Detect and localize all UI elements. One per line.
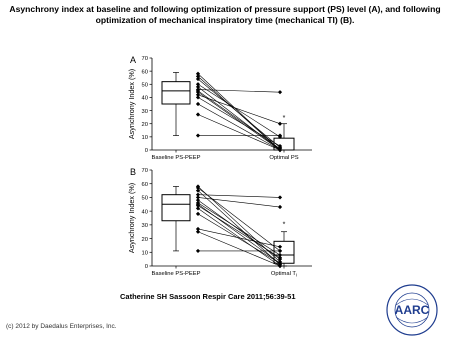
paired-line (198, 214, 280, 263)
optimal-point (278, 195, 282, 199)
optimal-point (278, 245, 282, 249)
paired-line (198, 87, 280, 150)
y-tick-label: 20 (141, 236, 148, 243)
box (274, 241, 294, 263)
y-tick-label: 70 (141, 56, 148, 63)
panel-label: A (130, 55, 137, 65)
baseline-point (196, 102, 200, 106)
y-tick-label: 40 (141, 95, 148, 102)
paired-line (198, 92, 280, 150)
x-tick-label: Baseline PS-PEEP (151, 271, 201, 277)
baseline-point (196, 212, 200, 216)
y-tick-label: 0 (144, 148, 148, 155)
box (162, 195, 190, 221)
paired-line (198, 203, 280, 255)
citation: Catherine SH Sassoon Respir Care 2011;56:39-51 (120, 292, 296, 301)
y-tick-label: 30 (141, 108, 148, 115)
significance-asterisk: * (282, 115, 286, 123)
chart-panel-b (118, 166, 338, 280)
chart-panel-a (118, 54, 338, 164)
x-tick-label: Optimal PS (269, 155, 299, 161)
y-tick-label: 70 (141, 168, 148, 175)
x-tick-label: Baseline PS-PEEP (151, 155, 201, 161)
panel-label: B (130, 167, 137, 177)
paired-line (198, 95, 280, 124)
figure-title: Asynchrony index at baseline and following optimization of pressure support (PS) level (A), and following optimization of mechanical inspiratory time (mechanical TI) (B). (9, 4, 441, 25)
y-tick-label: 20 (141, 121, 148, 128)
baseline-point (196, 95, 200, 99)
x-tick-label: Optimal $T_I$ (270, 271, 298, 278)
paired-line (198, 79, 280, 147)
paired-line (198, 97, 280, 146)
y-tick-label: 40 (141, 209, 148, 216)
paired-line (198, 191, 280, 265)
y-tick-label: 10 (141, 250, 148, 257)
significance-asterisk: * (282, 221, 286, 229)
y-tick-label: 50 (141, 82, 148, 89)
baseline-point (196, 249, 200, 253)
optimal-point (278, 205, 282, 209)
y-tick-label: 60 (141, 181, 148, 188)
paired-line (198, 197, 280, 207)
y-tick-label: 50 (141, 195, 148, 202)
copyright-notice: (c) 2012 by Daedalus Enterprises, Inc. (6, 323, 117, 330)
y-axis-label: Asynchrony Index (%) (127, 182, 136, 254)
baseline-point (196, 133, 200, 137)
aarc-logo (385, 283, 439, 337)
y-tick-label: 0 (144, 264, 148, 271)
baseline-point (196, 112, 200, 116)
optimal-point (278, 90, 282, 94)
y-axis-label: Asynchrony Index (%) (127, 68, 136, 140)
box (162, 82, 190, 104)
y-tick-label: 30 (141, 223, 148, 230)
baseline-point (196, 230, 200, 234)
svg-text:AARC: AARC (394, 303, 430, 317)
paired-line (198, 208, 280, 266)
paired-line (198, 90, 280, 93)
y-tick-label: 60 (141, 69, 148, 76)
y-tick-label: 10 (141, 135, 148, 142)
